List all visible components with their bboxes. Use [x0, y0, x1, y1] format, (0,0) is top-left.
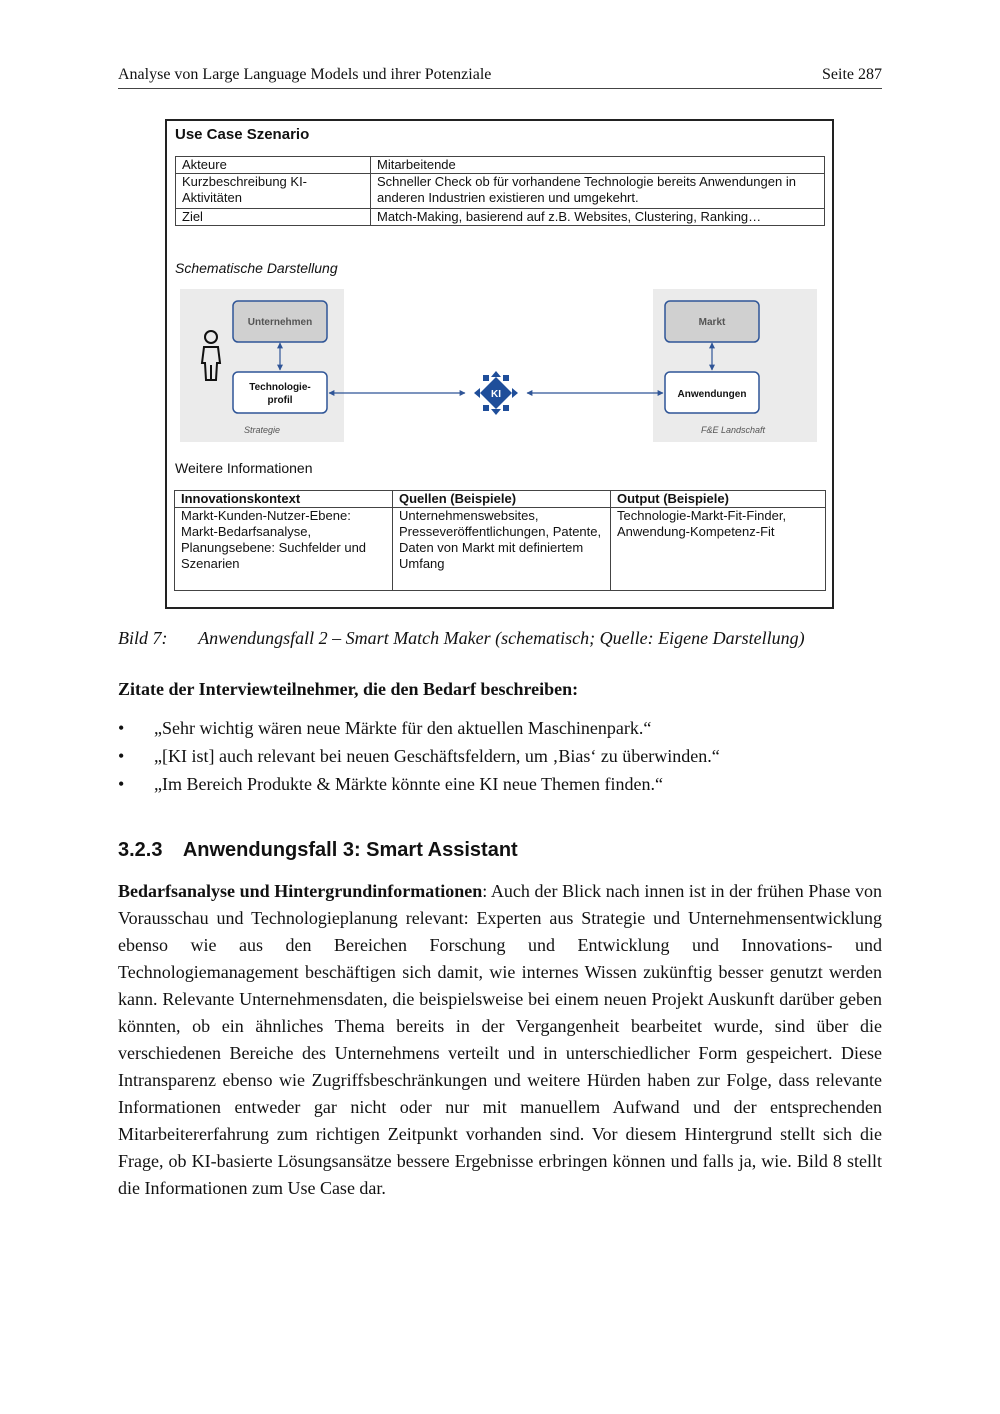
list-item	[118, 774, 720, 802]
figure-heading: Use Case Szenario	[175, 126, 310, 143]
quote-text: „Sehr wichtig wären neue Märkte für den aktuellen Maschinenpark.“	[154, 718, 652, 738]
schematic-diagram	[177, 285, 817, 445]
table-cell: Match-Making, basierend auf z.B. Websites, Clustering, Ranking…	[371, 209, 825, 226]
section-heading	[118, 839, 518, 862]
table-row	[176, 174, 825, 209]
list-item	[118, 746, 720, 774]
table-cell: Technologie-Markt-Fit-Finder, Anwendung-Kompetenz-Fit	[611, 508, 826, 591]
paragraph-lead: Bedarfsanalyse und Hintergrundinformationen	[118, 881, 483, 901]
technology-profile-label-line2: profil	[267, 395, 293, 406]
caption-label: Bild 7:	[118, 628, 168, 648]
applications-box-label: Anwendungen	[677, 389, 747, 400]
figure-caption	[118, 628, 805, 649]
strategy-label: Strategie	[243, 425, 281, 435]
running-title: Analyse von Large Language Models und ihrer Potenziale	[118, 66, 492, 83]
rnd-landscape-label: F&E Landschaft	[700, 425, 766, 435]
ki-label: KI	[491, 389, 501, 400]
table-cell: Markt-Kunden-Nutzer-Ebene: Markt-Bedarfsanalyse, Planungsebene: Suchfelder und Szenarien	[175, 508, 393, 591]
table-cell: Akteure	[176, 157, 371, 174]
bullet: •	[118, 718, 125, 738]
table-header-row	[175, 491, 826, 508]
list-item	[118, 718, 720, 746]
bullet: •	[118, 746, 125, 766]
more-info-title: Weitere Informationen	[175, 460, 313, 476]
company-box-label: Unternehmen	[247, 317, 313, 328]
table-cell: Unternehmenswebsites, Presseveröffentlichungen, Patente, Daten von Markt mit definiertem Umfang	[393, 508, 611, 591]
page-number: Seite 287	[822, 66, 882, 83]
market-box-label: Markt	[698, 317, 726, 328]
info-table	[174, 490, 826, 591]
technology-profile-label-line1: Technologie-	[249, 382, 311, 393]
body-paragraph	[118, 878, 882, 1202]
table-cell: Mitarbeitende	[371, 157, 825, 174]
running-header	[118, 66, 882, 89]
section-number: 3.2.3	[118, 839, 163, 861]
table-row	[176, 209, 825, 226]
column-header: Quellen (Beispiele)	[393, 491, 611, 508]
table-cell: Kurzbeschreibung KI-Aktivitäten	[176, 174, 371, 209]
figure-use-case	[165, 119, 834, 609]
table-row	[176, 157, 825, 174]
table-row	[175, 508, 826, 591]
quote-text: „[KI ist] auch relevant bei neuen Geschäftsfeldern, um ‚Bias‘ zu überwinden.“	[154, 746, 720, 766]
table-cell: Schneller Check ob für vorhandene Technologie bereits Anwendungen in anderen Industrien existieren und umgekehrt.	[371, 174, 825, 209]
quote-text: „Im Bereich Produkte & Märkte könnte eine KI neue Themen finden.“	[154, 774, 663, 794]
use-case-table	[175, 156, 825, 226]
column-header: Output (Beispiele)	[611, 491, 826, 508]
section-title: Anwendungsfall 3: Smart Assistant	[182, 839, 518, 861]
paragraph-text: : Auch der Blick nach innen ist in der frühen Phase von Vorausschau und Technologieplanung relevant: Experten aus Strategie und Unternehmensentwicklung ebenso wie aus den Bereichen Forschung und Entwicklung und Innovations- und Technologiemanagement beschäftigen sich damit, wie internes Wissen zukünftig besser genutzt werden kann. Relevante Unternehmensdaten, die beispielsweise bei einem neuen Projekt Auskunft darüber geben könnten, ob ein ähnliches Thema bereits in der Vergangenheit bearbeitet wurde, sind über die verschiedenen Bereiche des Unternehmens verteilt und in unterschiedlicher Form gespeichert. Diese Intransparenz ebenso wie Zugriffsbeschränkungen und weitere Hürden haben zur Folge, dass relevante Informationen entweder gar nicht oder nur mit manuellem Aufwand und der entsprechenden Mitarbeitererfahrung zum richtigen Zeitpunkt vorhanden sind. Vor diesem Hintergrund stellt sich die Frage, ob KI-basierte Lösungsansätze bessere Ergebnisse erbringen können und falls ja, wie. Bild 8 stellt die Informationen zum Use Case dar.	[118, 881, 882, 1198]
table-cell: Ziel	[176, 209, 371, 226]
schema-title: Schematische Darstellung	[175, 260, 338, 276]
quotes-heading: Zitate der Interviewteilnehmer, die den Bedarf beschreiben:	[118, 679, 579, 699]
bullet: •	[118, 774, 125, 794]
quotes-list	[118, 718, 720, 802]
column-header: Innovationskontext	[175, 491, 393, 508]
caption-text: Anwendungsfall 2 – Smart Match Maker (schematisch; Quelle: Eigene Darstellung)	[198, 628, 805, 648]
